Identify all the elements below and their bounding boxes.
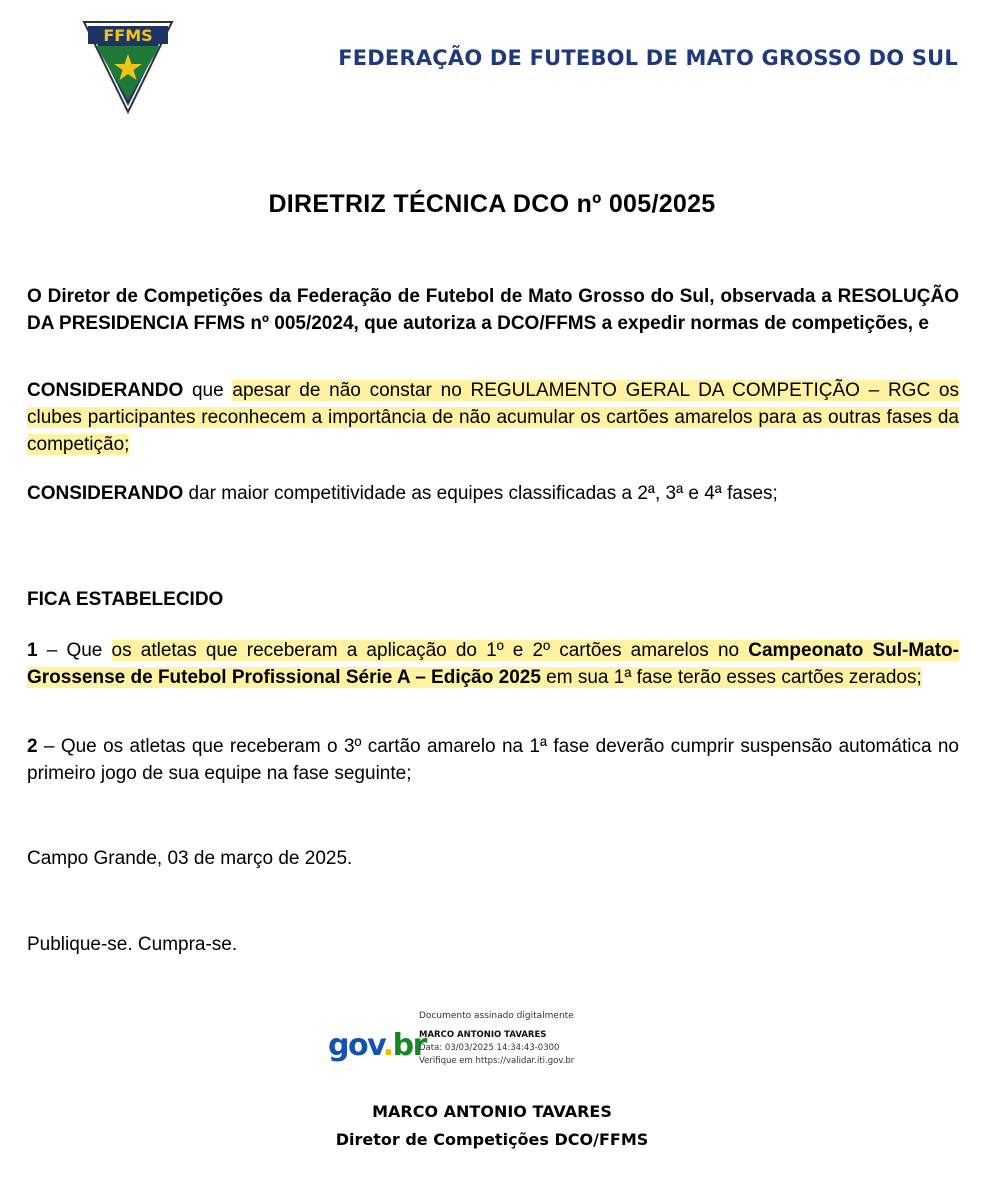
signer-name: MARCO ANTONIO TAVARES	[372, 1102, 612, 1121]
signature-verify-link: Verifique em https://validar.iti.gov.br	[419, 1056, 575, 1066]
considerando-1	[27, 377, 959, 458]
considerando-2	[27, 480, 959, 507]
fica-estabelecido-heading: FICA ESTABELECIDO	[27, 589, 224, 610]
item-text: – Que os atletas que receberam o 3º cartão amarelo na 1ª fase deverão cumprir suspensão automática no primeiro jogo de sua equipe na fase seguinte;	[27, 736, 959, 784]
place-date: Campo Grande, 03 de março de 2025.	[27, 848, 353, 869]
publish-line: Publique-se. Cumpra-se.	[27, 934, 238, 955]
item-lead: – Que	[37, 640, 112, 661]
highlighted-text: em sua 1ª fase terão esses cartões zerados;	[540, 667, 922, 688]
considerando-lead: que	[183, 380, 233, 401]
signature-details	[419, 1010, 574, 1068]
highlighted-text: os atletas que receberam a aplicação do 1º e 2º cartões amarelos no	[111, 640, 749, 661]
govbr-logo: gov.br	[328, 1028, 426, 1063]
signature-date: Data: 03/03/2025 14:34:43-0300	[419, 1043, 560, 1053]
considerando-keyword: CONSIDERANDO	[27, 483, 184, 504]
highlighted-bold-text: Campeonato Sul-Mato-Grossense de Futebol Profissional Série A – Edição 2025	[27, 640, 959, 688]
considerando-keyword: CONSIDERANDO	[27, 380, 184, 401]
signer-role: Diretor de Competições DCO/FFMS	[335, 1130, 649, 1149]
highlighted-text: apesar de não constar no REGULAMENTO GERAL DA COMPETIÇÃO – RGC os clubes participantes reconhecem a importância de não acumular os cartões amarelos para as outras fases da competição;	[27, 380, 959, 455]
considerando-text: dar maior competitividade as equipes classificadas a 2ª, 3ª e 4ª fases;	[183, 483, 778, 504]
signature-label: Documento assinado digitalmente	[419, 1011, 574, 1021]
item-number: 2	[27, 736, 38, 757]
organization-name: FEDERAÇÃO DE FUTEBOL DE MATO GROSSO DO SUL	[338, 46, 958, 70]
intro-paragraph: O Diretor de Competições da Federação de Futebol de Mato Grosso do Sul, observada a RESOLUÇÃO DA PRESIDENCIA FFMS nº 005/2024, que autoriza a DCO/FFMS a expedir normas de competições, e	[27, 286, 959, 334]
digital-signature-stamp	[328, 1010, 628, 1080]
item-number: 1	[27, 640, 38, 661]
item-2	[27, 733, 959, 787]
ffms-logo	[82, 20, 174, 116]
signature-name: MARCO ANTONIO TAVARES	[419, 1030, 547, 1040]
document-title: DIRETRIZ TÉCNICA DCO nº 005/2025	[268, 190, 716, 218]
logo-text: FFMS	[103, 26, 153, 45]
item-1	[27, 637, 959, 691]
